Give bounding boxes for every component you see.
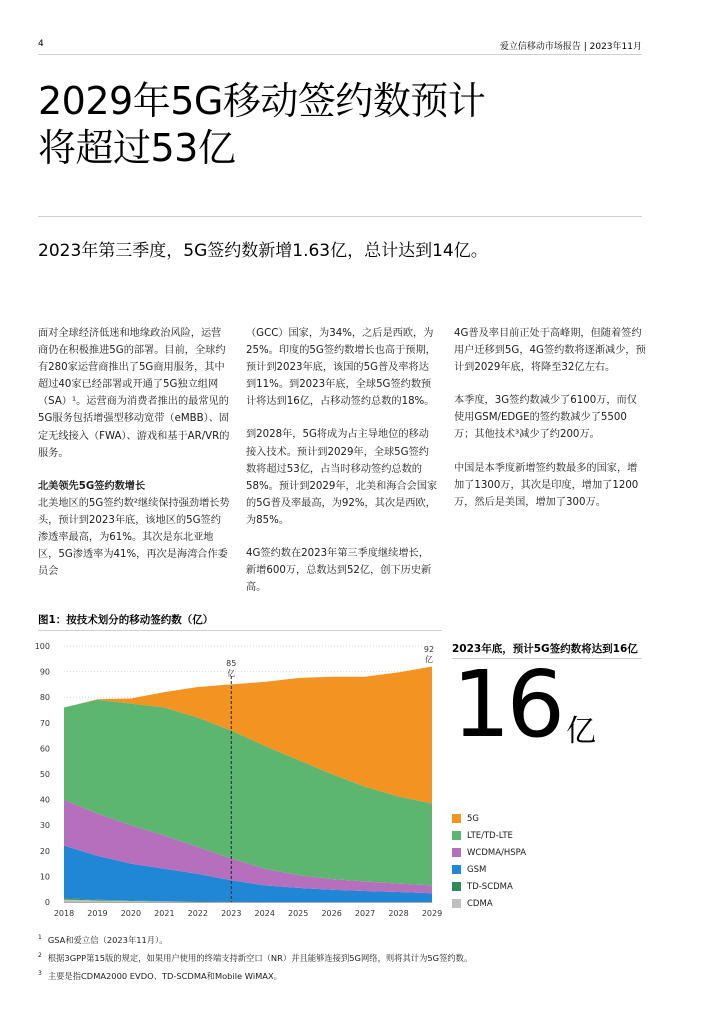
page-title xyxy=(38,78,638,172)
y-tick-label: 30 xyxy=(39,821,50,831)
legend-swatch xyxy=(452,814,461,823)
x-tick-label: 2026 xyxy=(321,909,342,918)
figure-title: 图1：按技术划分的移动签约数（亿） xyxy=(38,614,214,626)
paragraph: 4G普及率目前正处于高峰期，但随着签约用户迁移到5G，4G签约数将逐渐减少，预计到2029年底，将降至32亿左右。 xyxy=(454,328,646,374)
x-tick-label: 2021 xyxy=(154,909,175,918)
x-tick-label: 2025 xyxy=(288,909,309,918)
x-tick-label: 2028 xyxy=(388,909,409,918)
figure-divider xyxy=(38,630,442,631)
x-tick-label: 2023 xyxy=(221,909,242,918)
legend-item xyxy=(452,827,526,844)
section-heading: 北美领先5G签约数增长 xyxy=(38,480,146,492)
paragraph: 本季度，3G签约数减少了6100万，而仅使用GSM/EDGE的签约数减少了5500万；其他技术³减少了约200万。 xyxy=(454,395,637,441)
legend-label: TD-SCDMA xyxy=(467,881,513,892)
paragraph: 面对全球经济低迷和地缘政治风险，运营商仍在积极推进5G的部署。目前，全球约有280家运营商推出了5G商用服务，其中超过40家已经部署或开通了5G独立组网（SA）¹。运营商为消费者推出的最常见的5G服务包括增强型移动宽带（eMBB）、固定无线接入（FWA）、游戏和基于AR/VR的服务。 xyxy=(38,328,230,459)
annotation-2023-value: 85 xyxy=(226,659,237,668)
kpi-unit: 亿 xyxy=(566,714,596,749)
annotation-2029-value: 92 xyxy=(423,645,435,654)
text-column-3 xyxy=(454,325,646,527)
footnote-text: 主要是指CDMA2000 EVDO、TD-SCDMA和Mobile WiMAX。 xyxy=(47,970,282,981)
legend-item xyxy=(452,861,526,878)
y-tick-label: 80 xyxy=(39,693,50,703)
text-column-2 xyxy=(246,325,438,612)
stacked-area-chart xyxy=(30,636,446,922)
paragraph: 到2028年，5G将成为占主导地位的移动接入技术。预计到2029年，全球5G签约数将超过53亿，占当时移动签约总数的58%。预计到2029年，北美和海合会国家的5G普及率最高，为92%，其次是西欧，为85%。 xyxy=(246,429,438,526)
y-tick-label: 100 xyxy=(34,642,50,651)
footnote xyxy=(38,948,472,966)
legend-swatch xyxy=(452,882,461,891)
y-tick-label: 0 xyxy=(44,898,50,907)
footnote-mark: 3 xyxy=(38,969,42,977)
x-tick-label: 2024 xyxy=(254,909,275,918)
y-tick-label: 70 xyxy=(39,718,50,728)
footnote-text: GSA和爱立信（2023年11月）。 xyxy=(47,934,168,945)
footnote-mark: 2 xyxy=(38,951,42,959)
y-tick-label: 40 xyxy=(39,795,50,805)
x-tick-label: 2020 xyxy=(120,909,142,918)
paragraph: （GCC）国家，为34%，之后是西欧，为25%。印度的5G签约数增长也高于预期，预计到2023年底，该国的5G普及率将达到11%。到2023年底，全球5G签约数预计将达到16亿，占移动签约总数的18%。 xyxy=(246,328,436,408)
x-tick-label: 2022 xyxy=(187,909,208,918)
legend-label: CDMA xyxy=(467,898,493,909)
annotation-2023-unit: 亿 xyxy=(227,669,236,678)
annotation-2029-unit: 亿 xyxy=(425,655,433,664)
footnotes xyxy=(38,930,472,983)
legend-item xyxy=(452,810,526,827)
legend-item xyxy=(452,895,526,912)
legend-swatch xyxy=(452,831,461,840)
report-header-title: 爱立信移动市场报告 | 2023年11月 xyxy=(499,42,642,52)
page-number: 4 xyxy=(38,39,44,49)
y-tick-label: 50 xyxy=(39,770,50,779)
x-tick-label: 2018 xyxy=(53,909,75,918)
legend-label: WCDMA/HSPA xyxy=(467,847,527,858)
header-divider xyxy=(38,54,642,55)
x-tick-label: 2019 xyxy=(87,909,108,918)
legend-item xyxy=(452,844,526,861)
y-tick-label: 60 xyxy=(39,744,50,754)
chart-legend xyxy=(452,810,526,912)
paragraph: 北美地区的5G签约数²继续保持强劲增长势头，预计到2023年底，该地区的5G签约渗透率最高，为61%。其次是东北亚地区，5G渗透率为41%，再次是海湾合作委员会 xyxy=(38,497,230,578)
y-tick-label: 90 xyxy=(39,667,50,677)
legend-swatch xyxy=(452,865,461,874)
page-title-line2: 将超过53亿 xyxy=(38,126,236,170)
legend-swatch xyxy=(452,899,461,908)
kpi-title: 2023年底，预计5G签约数将达到16亿 xyxy=(452,643,638,655)
legend-swatch xyxy=(452,848,461,857)
legend-label: 5G xyxy=(467,813,479,824)
footnote-mark: 1 xyxy=(38,934,42,941)
subtitle-divider xyxy=(38,216,642,217)
y-tick-label: 10 xyxy=(39,872,50,882)
legend-item xyxy=(452,878,526,895)
legend-label: GSM xyxy=(467,864,487,875)
text-column-1 xyxy=(38,325,230,596)
x-tick-label: 2029 xyxy=(421,909,443,918)
paragraph: 中国是本季度新增签约数最多的国家，增加了1300万，其次是印度，增加了1200万，然后是美国，增加了300万。 xyxy=(454,462,639,508)
page-title-line1: 2029年5G移动签约数预计 xyxy=(38,79,486,123)
area-layer xyxy=(64,666,432,902)
footnote-text: 根据3GPP第15版的规定，如果用户使用的终端支持新空口（NR）并且能够连接到5G网络，则将其计为5G签约数。 xyxy=(47,952,473,963)
x-tick-label: 2027 xyxy=(354,909,376,918)
paragraph: 4G签约数在2023年第三季度继续增长，新增600万，总数达到52亿，创下历史新高。 xyxy=(246,548,432,594)
kpi-number: 16 xyxy=(452,651,562,758)
legend-label: LTE/TD-LTE xyxy=(467,830,513,841)
footnote xyxy=(38,930,472,948)
page-subtitle: 2023年第三季度，5G签约数新增1.63亿，总计达到14亿。 xyxy=(38,241,488,261)
footnote xyxy=(38,966,472,984)
y-tick-label: 20 xyxy=(39,846,50,856)
